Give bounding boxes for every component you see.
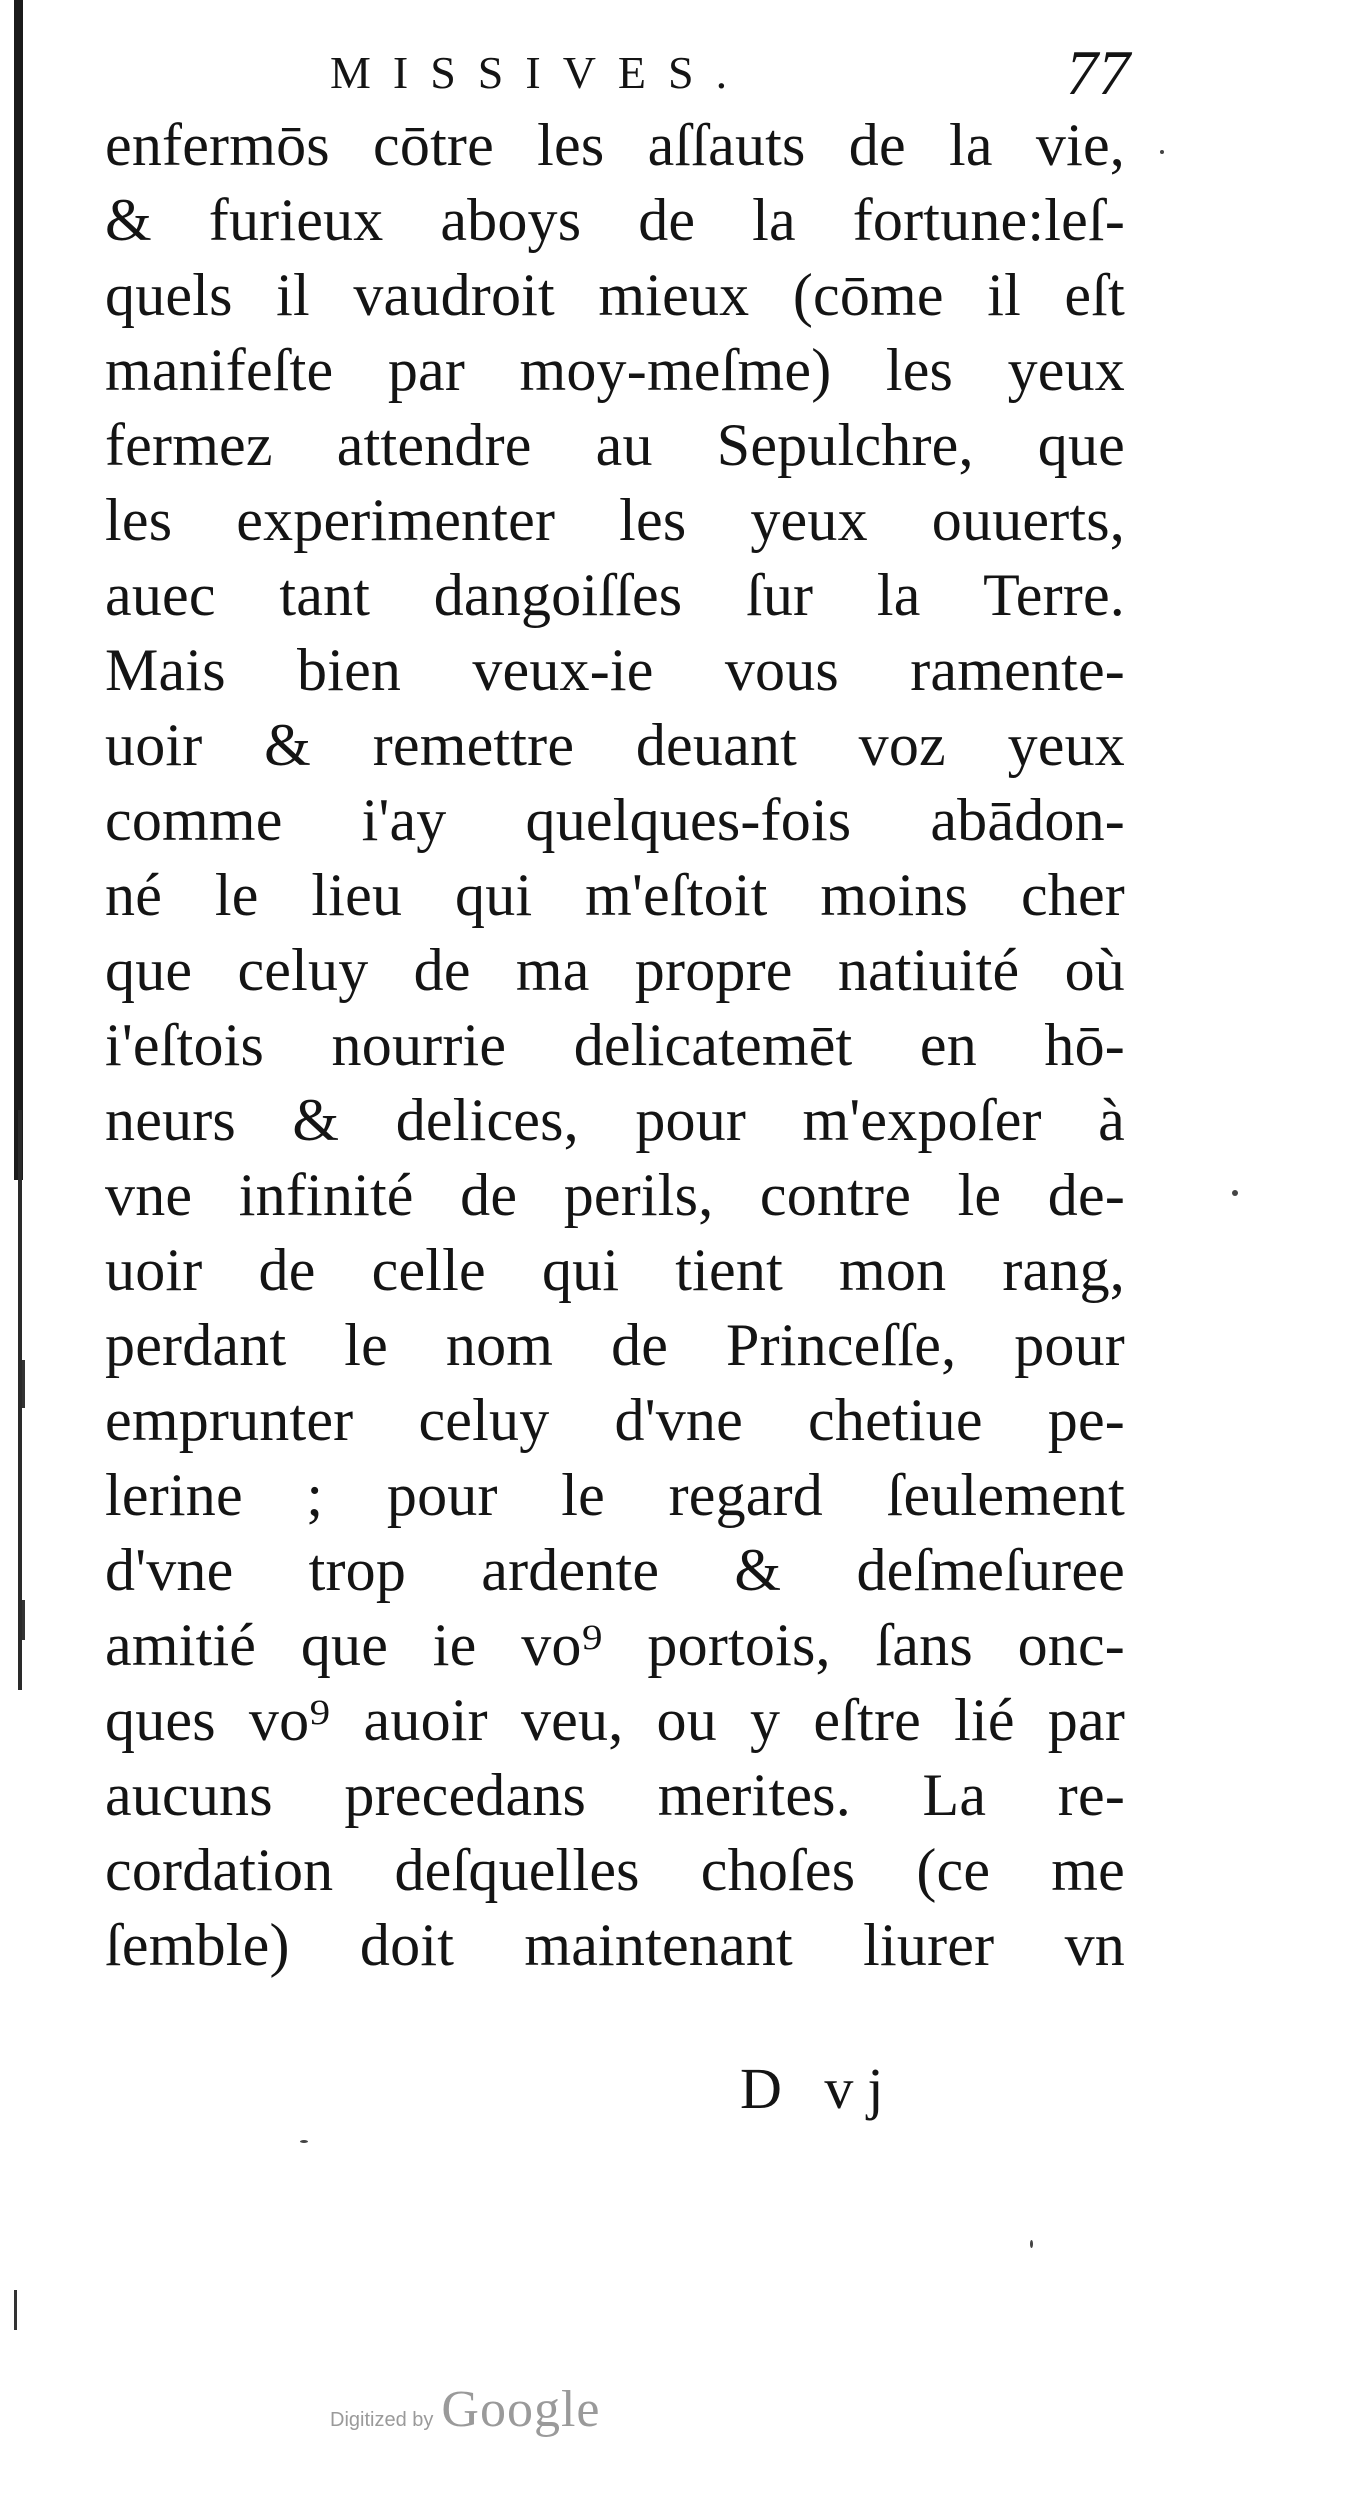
text-line: fermez attendre au Sepulchre, que xyxy=(105,412,1125,478)
text-line: uoir de celle qui tient mon rang, xyxy=(105,1237,1125,1303)
running-title: MISSIVES. xyxy=(330,47,750,98)
text-line: enfermōs cōtre les aſſauts de la vie, xyxy=(105,112,1125,178)
body-text xyxy=(105,108,1125,1983)
text-line: ques vo⁹ auoir veu, ou y eſtre lié par xyxy=(105,1687,1125,1753)
page-header xyxy=(330,37,1150,112)
signature-mark: D vj xyxy=(740,2056,898,2121)
page-number: 77 xyxy=(1066,37,1130,108)
text-line: aucuns precedans merites. La re- xyxy=(105,1762,1125,1828)
text-line: i'eſtois nourrie delicatemēt en hō- xyxy=(105,1012,1125,1078)
ink-speck xyxy=(1160,150,1164,154)
text-line: & furieux aboys de la fortune:leſ- xyxy=(105,187,1125,253)
text-line: né le lieu qui m'eſtoit moins cher xyxy=(105,862,1125,928)
ink-speck xyxy=(1232,1190,1238,1196)
digitized-by-watermark xyxy=(330,2380,600,2439)
gutter-mark xyxy=(22,1360,25,1408)
text-line: amitié que ie vo⁹ portois, ſans onc- xyxy=(105,1612,1125,1678)
text-line: manifeſte par moy-meſme) les yeux xyxy=(105,337,1125,403)
text-line: uoir & remettre deuant voz yeux xyxy=(105,712,1125,778)
text-line: vne infinité de perils, contre le de- xyxy=(105,1162,1125,1228)
text-line: Mais bien veux-ie vous ramente- xyxy=(105,637,1125,703)
ink-speck xyxy=(300,2140,308,2143)
watermark-prefix: Digitized by xyxy=(330,2409,434,2431)
gutter-mark xyxy=(22,1600,25,1640)
text-line: neurs & delices, pour m'expoſer à xyxy=(105,1087,1125,1153)
text-line: comme i'ay quelques-fois abādon- xyxy=(105,787,1125,853)
text-line: les experimenter les yeux ouuerts, xyxy=(105,487,1125,553)
binding-edge xyxy=(14,0,23,1180)
text-line: emprunter celuy d'vne chetiue pe- xyxy=(105,1387,1125,1453)
text-line: ſemble) doit maintenant liurer vn xyxy=(105,1912,1125,1978)
ink-speck xyxy=(1030,2240,1033,2248)
gutter-mark xyxy=(14,2290,17,2330)
text-line: auec tant dangoiſſes ſur la Terre. xyxy=(105,562,1125,628)
watermark-brand: Google xyxy=(441,2381,601,2438)
text-line: perdant le nom de Princeſſe, pour xyxy=(105,1312,1125,1378)
text-line: que celuy de ma propre natiuité où xyxy=(105,937,1125,1003)
text-line: cordation deſquelles choſes (ce me xyxy=(105,1837,1125,1903)
text-line: quels il vaudroit mieux (cōme il eſt xyxy=(105,262,1125,328)
text-line: d'vne trop ardente & deſmeſuree xyxy=(105,1537,1125,1603)
text-line: lerine ; pour le regard ſeulement xyxy=(105,1462,1125,1528)
